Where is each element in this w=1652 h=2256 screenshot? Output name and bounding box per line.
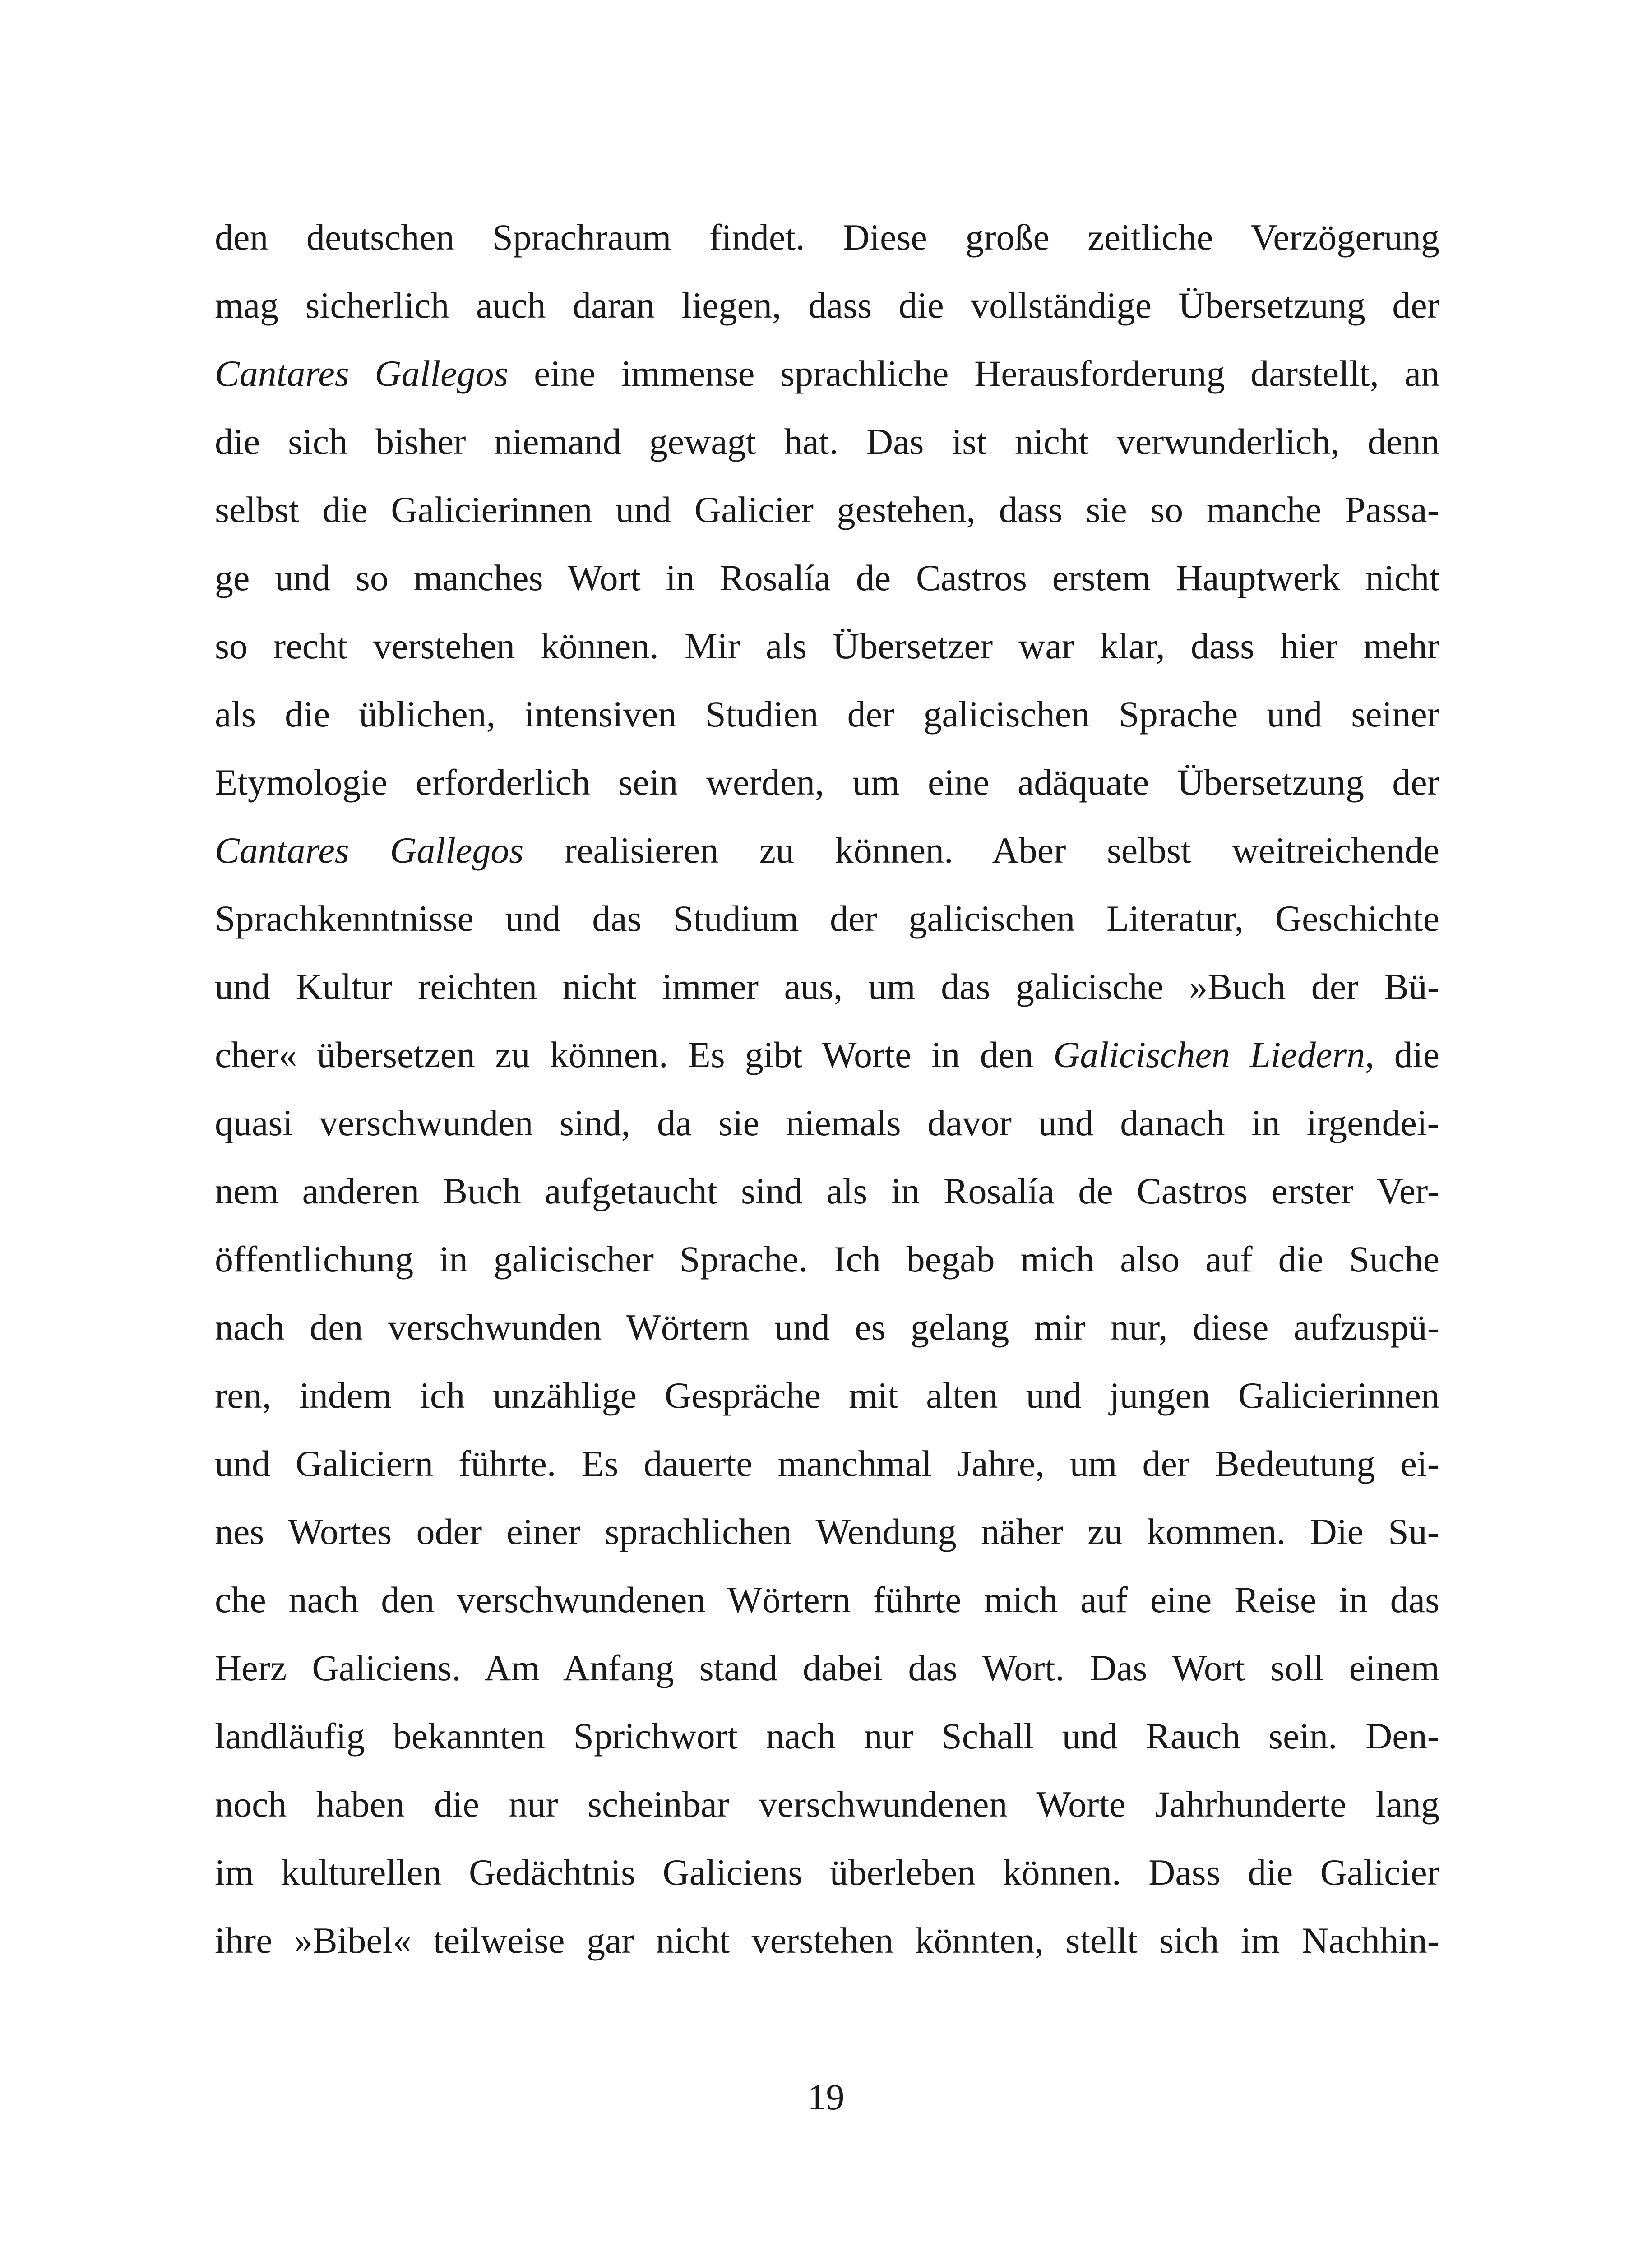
text-line xyxy=(215,407,1439,476)
text-run: Sprachkenntnisse und das Studium der galicischen Literatur, Geschichte xyxy=(215,898,1439,939)
text-line xyxy=(215,1498,1439,1566)
text-run: ihre »Bibel« teilweise gar nicht verstehen könnten, stellt sich im Nachhin- xyxy=(215,1920,1439,1961)
text-run: , die xyxy=(1365,1034,1439,1075)
text-run: Etymologie erforderlich sein werden, um eine adäquate Übersetzung der xyxy=(215,762,1439,803)
text-line xyxy=(215,1089,1439,1157)
text-run: als die üblichen, intensiven Studien der galicischen Sprache und seiner xyxy=(215,693,1439,735)
text-run: und Kultur reichten nicht immer aus, um das galicische »Buch der Bü- xyxy=(215,966,1439,1007)
text-run: selbst die Galicierinnen und Galicier gestehen, dass sie so manche Passa- xyxy=(215,489,1439,530)
text-line xyxy=(215,1634,1439,1702)
text-run: Herz Galiciens. Am Anfang stand dabei das Wort. Das Wort soll einem xyxy=(215,1647,1439,1688)
text-run: landläufig bekannten Sprichwort nach nur Schall und Rauch sein. Den- xyxy=(215,1715,1439,1757)
text-line xyxy=(215,1566,1439,1634)
text-line xyxy=(215,680,1439,748)
text-run: nach den verschwunden Wörtern und es gelang mir nur, diese aufzuspü- xyxy=(215,1307,1439,1348)
italic-title: Galicischen Liedern xyxy=(1053,1034,1365,1075)
body-text xyxy=(215,203,1439,1974)
text-run: ren, indem ich unzählige Gespräche mit alten und jungen Galicierinnen xyxy=(215,1375,1439,1416)
text-run: ge und so manches Wort in Rosalía de Castros erstem Hauptwerk nicht xyxy=(215,557,1439,598)
text-line xyxy=(215,1293,1439,1361)
text-line xyxy=(215,816,1439,884)
text-line xyxy=(215,884,1439,952)
italic-title: Cantares Gallegos xyxy=(215,830,524,871)
text-line xyxy=(215,612,1439,680)
text-line xyxy=(215,1702,1439,1770)
text-line xyxy=(215,544,1439,612)
text-run: eine immense sprachliche Herausforderung darstellt, an xyxy=(508,353,1440,394)
text-line xyxy=(215,1906,1439,1974)
text-run: mag sicherlich auch daran liegen, dass die vollständige Übersetzung der xyxy=(215,285,1439,326)
text-run: so recht verstehen können. Mir als Übersetzer war klar, dass hier mehr xyxy=(215,625,1439,666)
text-run: und Galiciern führte. Es dauerte manchmal Jahre, um der Bedeutung ei- xyxy=(215,1443,1439,1484)
text-run: den deutschen Sprachraum findet. Diese große zeitliche Verzögerung xyxy=(215,217,1439,258)
text-run: die sich bisher niemand gewagt hat. Das ist nicht verwunderlich, denn xyxy=(215,421,1439,462)
text-line xyxy=(215,1361,1439,1429)
text-run: realisieren zu können. Aber selbst weitreichende xyxy=(523,830,1439,871)
text-line xyxy=(215,748,1439,816)
text-run: cher« übersetzen zu können. Es gibt Worte in den xyxy=(215,1034,1054,1075)
text-line xyxy=(215,1157,1439,1225)
text-line xyxy=(215,271,1439,339)
text-line xyxy=(215,1429,1439,1498)
text-line xyxy=(215,476,1439,544)
text-line xyxy=(215,1770,1439,1838)
text-line xyxy=(215,952,1439,1021)
text-run: im kulturellen Gedächtnis Galiciens überleben können. Dass die Galicier xyxy=(215,1852,1439,1893)
text-run: quasi verschwunden sind, da sie niemals davor und danach in irgendei- xyxy=(215,1102,1439,1143)
text-line xyxy=(215,1225,1439,1293)
text-run: nem anderen Buch aufgetaucht sind als in Rosalía de Castros erster Ver- xyxy=(215,1170,1439,1211)
text-line xyxy=(215,1021,1439,1089)
italic-title: Cantares Gallegos xyxy=(215,353,509,394)
text-line xyxy=(215,339,1439,407)
text-line xyxy=(215,203,1439,271)
page-number: 19 xyxy=(807,2076,845,2117)
text-run: che nach den verschwundenen Wörtern führte mich auf eine Reise in das xyxy=(215,1579,1439,1620)
text-run: nes Wortes oder einer sprachlichen Wendung näher zu kommen. Die Su- xyxy=(215,1511,1439,1552)
text-line xyxy=(215,1838,1439,1906)
text-run: noch haben die nur scheinbar verschwundenen Worte Jahrhunderte lang xyxy=(215,1784,1439,1825)
text-run: öffentlichung in galicischer Sprache. Ich begab mich also auf die Suche xyxy=(215,1239,1439,1280)
